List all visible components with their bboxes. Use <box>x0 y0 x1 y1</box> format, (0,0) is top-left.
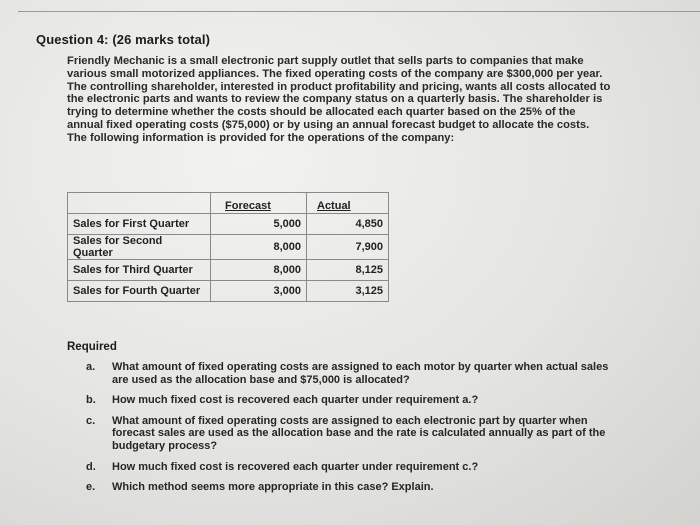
table-row <box>68 235 389 260</box>
table-header-forecast: Forecast <box>211 193 307 214</box>
row-forecast: 8,000 <box>211 235 307 260</box>
row-forecast: 3,000 <box>211 281 307 302</box>
list-item <box>82 361 622 386</box>
table-row <box>68 214 389 235</box>
list-item <box>82 461 622 474</box>
item-text: Which method seems more appropriate in this case? Explain. <box>112 481 434 494</box>
item-text: How much fixed cost is recovered each quarter under requirement c.? <box>112 460 479 473</box>
table-header-blank <box>68 193 211 214</box>
list-item <box>82 481 622 494</box>
row-label: Sales for Third Quarter <box>68 260 211 281</box>
required-list <box>82 361 622 502</box>
table-row <box>68 281 389 302</box>
item-text: What amount of fixed operating costs are assigned to each electronic part by quarter when forecast sales are used as the allocation base and the rate is calculated annually as part of the budgetary process? <box>112 414 606 452</box>
question-title: Question 4: (26 marks total) <box>36 32 211 47</box>
item-letter: a. <box>86 361 96 373</box>
item-letter: b. <box>86 394 96 407</box>
required-heading: Required <box>67 341 117 353</box>
row-actual: 3,125 <box>307 281 389 302</box>
item-text: What amount of fixed operating costs are assigned to each motor by quarter when actual sales are used as the allocation base and $75,000 is allocated? <box>112 361 609 386</box>
top-rule-line <box>18 11 700 12</box>
list-item <box>82 394 622 407</box>
row-label: Sales for First Quarter <box>68 214 211 235</box>
row-actual: 7,900 <box>307 235 389 260</box>
row-label: Sales for Fourth Quarter <box>68 281 211 302</box>
row-actual: 4,850 <box>307 214 389 235</box>
list-item <box>82 415 622 453</box>
table-header-actual: Actual <box>307 193 389 214</box>
row-forecast: 8,000 <box>211 260 307 281</box>
row-label: Sales for Second Quarter <box>68 235 211 260</box>
item-letter: c. <box>86 414 96 427</box>
question-paragraph: Friendly Mechanic is a small electronic part supply outlet that sells parts to companies that make various small motorized appliances. The fixed operating costs of the company are $300,000 per year. The controlling shareholder, interested in product profitability and pricing, wants all costs allocated to the electronic parts and wants to review the company status on a quarterly basis. The shareholder is trying to determine whether the costs should be allocated each quarter based on the 25% of the annual fixed operating costs ($75,000) or by using an annual forecast budget to allocate the costs. The following information is provided for the operations of the company: <box>67 55 611 144</box>
sales-table <box>67 192 389 302</box>
table-row <box>68 260 389 281</box>
item-letter: d. <box>86 460 96 473</box>
item-text: How much fixed cost is recovered each quarter under requirement a.? <box>112 394 479 407</box>
table-header-row <box>68 193 389 214</box>
row-actual: 8,125 <box>307 260 389 281</box>
row-forecast: 5,000 <box>211 214 307 235</box>
item-letter: e. <box>86 481 96 494</box>
